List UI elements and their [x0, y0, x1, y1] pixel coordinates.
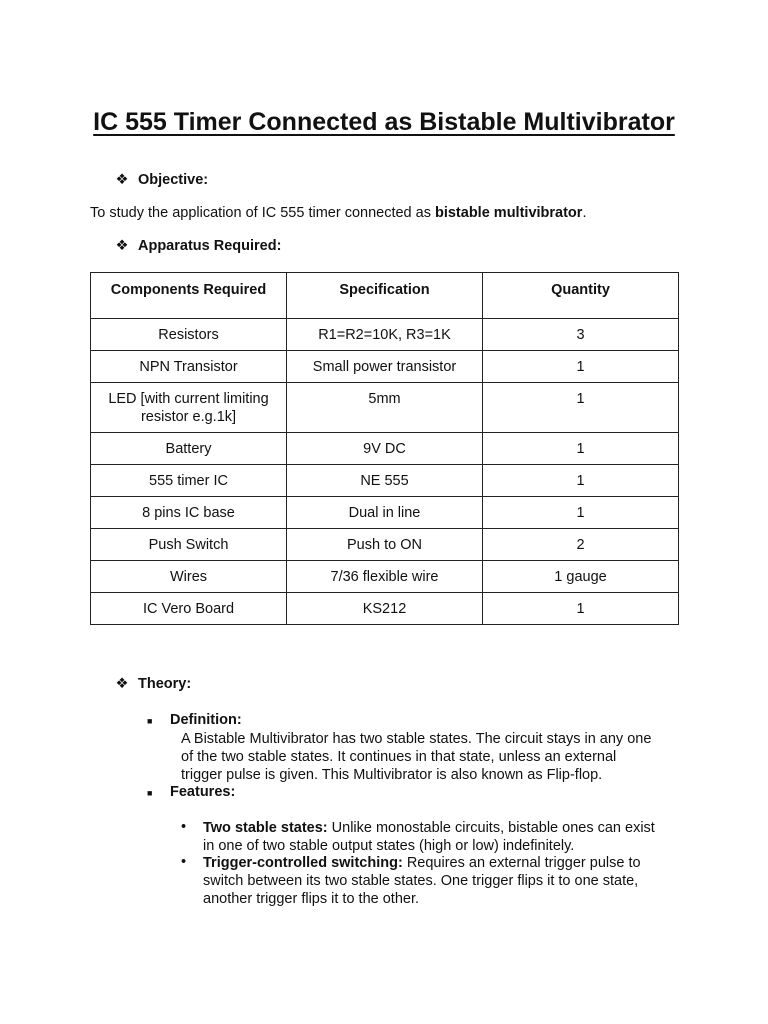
diamond-bullet-icon: ❖ — [115, 676, 129, 692]
table-cell: 1 — [483, 465, 679, 497]
features-label: Features: — [170, 784, 236, 800]
objective-text: To study the application of IC 555 timer connected as bistable multivibrator. — [90, 205, 587, 221]
round-bullet-icon: • — [181, 854, 187, 870]
table-cell: Push Switch — [91, 529, 287, 561]
table-cell: 1 gauge — [483, 561, 679, 593]
objective-heading: ❖ Objective: — [115, 172, 209, 188]
table-row — [91, 465, 679, 497]
table-cell: Push to ON — [287, 529, 483, 561]
table-row — [91, 593, 679, 625]
table-row — [91, 383, 679, 433]
apparatus-heading: ❖ Apparatus Required: — [115, 238, 282, 254]
table-cell: 5mm — [287, 383, 483, 433]
table-cell: KS212 — [287, 593, 483, 625]
table-cell: 8 pins IC base — [91, 497, 287, 529]
table-row — [91, 497, 679, 529]
table-row — [91, 351, 679, 383]
table-cell: IC Vero Board — [91, 593, 287, 625]
table-cell: LED [with current limiting resistor e.g.1k] — [91, 383, 287, 433]
table-row — [91, 433, 679, 465]
round-bullet-icon: • — [181, 819, 187, 835]
table-cell: 1 — [483, 433, 679, 465]
square-bullet-icon: ■ — [147, 716, 153, 726]
table-row — [91, 561, 679, 593]
table-cell: 1 — [483, 351, 679, 383]
table-cell: 2 — [483, 529, 679, 561]
table-cell: 9V DC — [287, 433, 483, 465]
definition-text: A Bistable Multivibrator has two stable states. The circuit stays in any one of the two stable states. It continues in that state, unless an external trigger pulse is given. This Multivibrator is also known as Flip-flop. — [181, 731, 652, 783]
table-cell: 555 timer IC — [91, 465, 287, 497]
page-title: IC 555 Timer Connected as Bistable Multivibrator — [93, 108, 675, 136]
table-cell: R1=R2=10K, R3=1K — [287, 319, 483, 351]
theory-heading: ❖ Theory: — [115, 676, 192, 692]
column-header: Specification — [287, 273, 483, 319]
table-cell: 1 — [483, 383, 679, 433]
diamond-bullet-icon: ❖ — [115, 238, 129, 254]
table-cell: 7/36 flexible wire — [287, 561, 483, 593]
table-cell: 1 — [483, 593, 679, 625]
feature-item: Trigger-controlled switching: Requires an external trigger pulse to switch between its two stable states. One trigger flips it to one state, another trigger flips it to the other. — [203, 855, 641, 907]
table-row — [91, 319, 679, 351]
table-cell: Resistors — [91, 319, 287, 351]
table-cell: 1 — [483, 497, 679, 529]
apparatus-table — [90, 272, 679, 625]
definition-label: Definition: — [170, 712, 242, 728]
column-header: Components Required — [91, 273, 287, 319]
table-cell: NPN Transistor — [91, 351, 287, 383]
table-cell: 3 — [483, 319, 679, 351]
table-header-row — [91, 273, 679, 319]
table-cell: Wires — [91, 561, 287, 593]
table-cell: Small power transistor — [287, 351, 483, 383]
square-bullet-icon: ■ — [147, 788, 153, 798]
feature-item: Two stable states: Unlike monostable circuits, bistable ones can exist in one of two stable output states (high or low) indefinitely. — [203, 820, 655, 854]
diamond-bullet-icon: ❖ — [115, 172, 129, 188]
table-row — [91, 529, 679, 561]
table-cell: Battery — [91, 433, 287, 465]
column-header: Quantity — [483, 273, 679, 319]
table-cell: NE 555 — [287, 465, 483, 497]
table-cell: Dual in line — [287, 497, 483, 529]
